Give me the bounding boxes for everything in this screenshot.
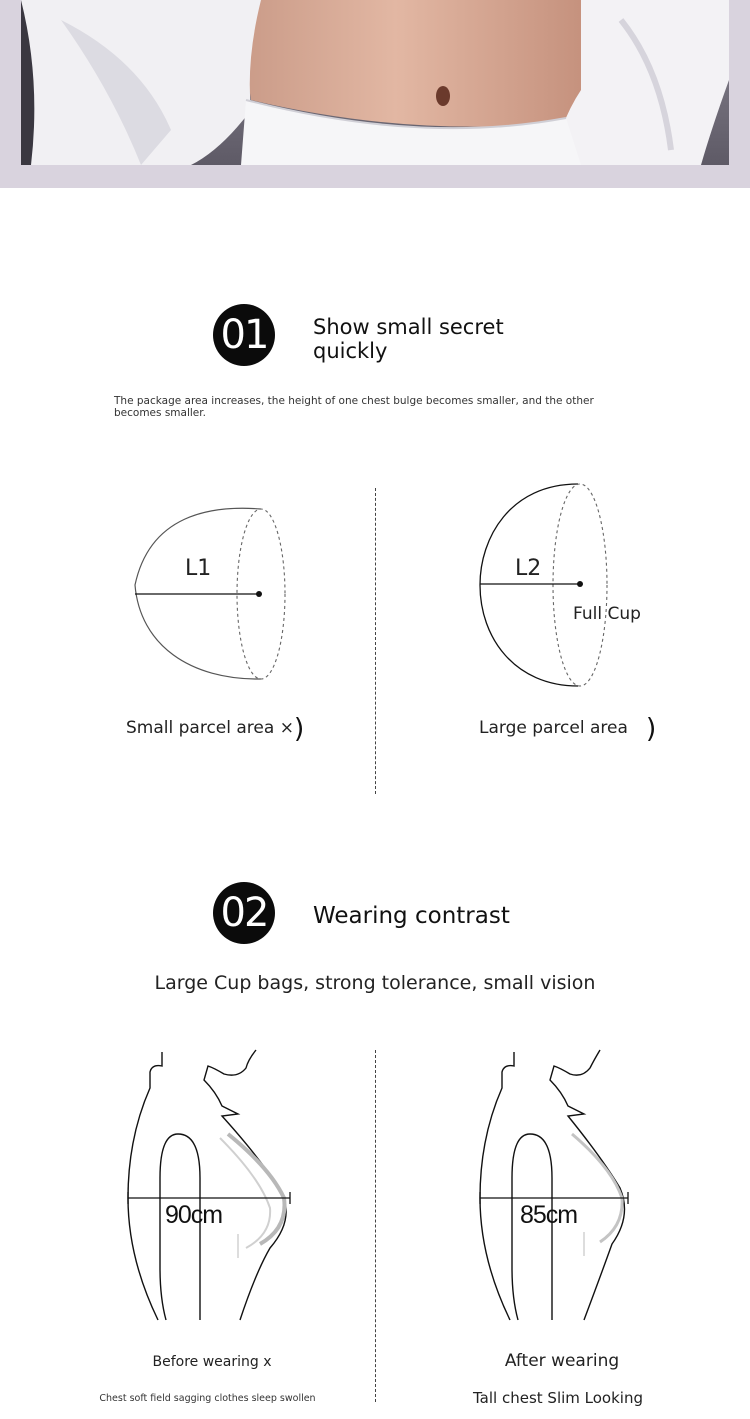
after-body-figure — [472, 1048, 652, 1328]
torso-photo-illustration — [21, 0, 729, 165]
diagram-label-l1: L1 — [185, 556, 212, 581]
after-caption: After wearing — [504, 1351, 620, 1371]
before-body-figure — [120, 1048, 300, 1328]
caption-marker-icon — [294, 716, 304, 742]
before-note: Chest soft field sagging clothes sleep swollen — [99, 1393, 316, 1404]
hero-photo-band — [0, 0, 750, 188]
small-cup-diagram — [120, 495, 300, 695]
diagram-label-l2: L2 — [515, 556, 542, 581]
full-cup-diagram — [470, 478, 620, 693]
section-title: Show small secret quickly — [313, 315, 504, 363]
after-note: Tall chest Slim Looking — [473, 1389, 643, 1407]
before-measurement: 90cm — [165, 1201, 223, 1229]
section-number-badge — [213, 304, 275, 366]
comparison-divider — [375, 488, 376, 794]
section-title: Wearing contrast — [313, 903, 510, 929]
caption-marker-icon — [646, 716, 656, 742]
section-number-badge — [213, 882, 275, 944]
after-measurement: 85cm — [520, 1201, 578, 1229]
small-parcel-caption: Small parcel area × — [126, 718, 294, 738]
section-subtitle: Large Cup bags, strong tolerance, small vision — [154, 972, 596, 994]
before-caption: Before wearing x — [152, 1354, 272, 1370]
section-description: The package area increases, the height of one chest bulge becomes smaller, and the other becomes smaller. — [114, 395, 594, 419]
section-number: 01 — [220, 312, 268, 358]
large-parcel-caption: Large parcel area — [479, 718, 628, 738]
comparison-divider — [375, 1050, 376, 1402]
hero-photo — [21, 0, 729, 165]
section-number: 02 — [220, 890, 268, 936]
full-cup-annotation: Full Cup — [573, 604, 641, 624]
